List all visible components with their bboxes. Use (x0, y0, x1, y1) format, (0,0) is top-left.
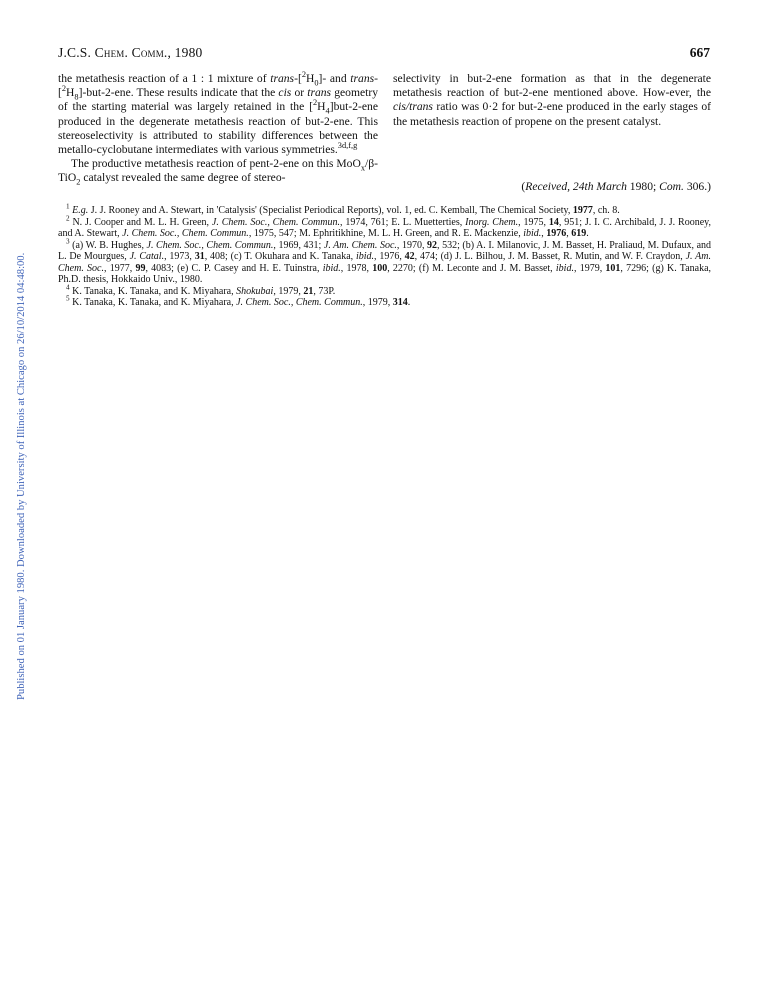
text: , 951; J. I. C. Archibald, J. J. Rooney, and A. Stewart, (58, 216, 711, 239)
reference-4 (58, 283, 711, 298)
text-italic: cis/trans (393, 100, 433, 114)
text: , 1973, (164, 251, 195, 262)
reference-number: 4 (66, 283, 70, 292)
text: ratio was 0·2 for but-2-ene produced in the early stages of the metathesis reaction of propene on the present catalyst. (393, 100, 711, 128)
text: The productive metathesis reaction of pent-2-ene on this MoO (71, 157, 361, 171)
text: ]-but-2-ene. These results indicate that the (78, 86, 279, 100)
text: ( (521, 180, 526, 193)
reference-superscript: 3d,f,g (337, 141, 358, 151)
journal-name: ibid. (523, 228, 542, 239)
journal-name: Shokubai (236, 285, 274, 297)
references (58, 202, 712, 309)
subscript: 8 (74, 92, 79, 102)
text-italic: trans (350, 72, 375, 85)
text: , 1978, (340, 262, 373, 274)
text: , (541, 228, 547, 239)
text: , 1979, (362, 297, 393, 308)
volume: 21 (303, 285, 314, 297)
journal-year: , 1980 (167, 45, 203, 60)
paragraph-1 (58, 72, 378, 157)
reference-number: 1 (66, 202, 70, 211)
journal-name: J. Am. Chem. Soc. (323, 239, 397, 251)
text: , 474; (d) J. L. Bilhou, J. M. Basset, R. Mutin, and W. F. Craydon, (414, 251, 686, 262)
text: N. J. Cooper and M. L. H. Green, (72, 216, 212, 228)
text: . (407, 297, 411, 308)
text: (a) W. B. Hughes, (72, 239, 147, 251)
volume: 100 (372, 262, 388, 274)
volume: 314 (392, 297, 408, 308)
text: , 532; (b) A. I. Milanovic, J. M. Basset, H. Praliaud, M. Dufaux, and L. De Mourgues, (58, 239, 712, 262)
journal-name: J. Chem. Soc., Chem. Commun. (211, 216, 340, 228)
text: 1980; (626, 180, 660, 193)
journal-name: J. Catal. (129, 251, 165, 262)
text-italic: E.g. (72, 205, 89, 216)
volume: 92 (427, 239, 438, 251)
text: , 7296; (g) K. Tanaka, Ph.D. thesis, Hokkaido Univ., 1980. (58, 262, 712, 285)
reference-1 (58, 202, 711, 217)
text-italic: trans (270, 72, 295, 85)
text: , 1979, (273, 285, 304, 297)
body-column-left (58, 72, 378, 186)
journal-title (58, 45, 202, 61)
journal-name: J. Chem. Soc., Chem. Commun. (236, 297, 363, 308)
volume: 619 (571, 228, 587, 239)
journal-name: ibid. (355, 251, 375, 262)
text: , 1975, 547; M. Ephritikhine, M. L. H. Green, and R. E. Mackenzie, (248, 228, 524, 239)
text: , ch. 8. (592, 205, 620, 216)
received-line (521, 180, 711, 193)
text: , 73P. (313, 285, 336, 297)
journal-name: ibid. (555, 262, 574, 274)
text: geometry of the starting material was largely retained in the [ (58, 86, 378, 114)
volume: 42 (404, 251, 415, 262)
text-italic: trans (307, 86, 332, 100)
reference-2 (58, 214, 711, 240)
superscript: 2 (61, 84, 67, 94)
text: , 1970, (396, 239, 428, 251)
text: catalyst revealed the same degree of stereo- (80, 171, 286, 185)
text: H (305, 72, 315, 85)
volume: 31 (194, 251, 205, 262)
reference-number: 3 (66, 237, 70, 246)
text: , 408; (c) T. Okuhara and K. Tanaka, (204, 251, 356, 262)
page-number: 667 (689, 45, 710, 60)
text: , 1975, (518, 216, 549, 228)
text: , 1969, 431; (273, 239, 324, 251)
text: . (586, 228, 589, 239)
journal-name: J. Chem. Soc., Chem. Commun. (122, 228, 249, 239)
superscript: 2 (312, 98, 318, 108)
text: /β-TiO (58, 157, 378, 185)
received-date: Received, 24th March (525, 180, 627, 193)
text: ]but-2-ene produced in the degenerate metathesis reaction of but-2-ene. This stereoselectivity is attributed to stability differences between the metallo-cyclobutane intermediates with various symmetries. (58, 100, 378, 157)
text: H (317, 100, 326, 114)
reference-5 (58, 294, 711, 309)
text: K. Tanaka, K. Tanaka, and K. Miyahara, (72, 297, 237, 308)
com-label: Com. (659, 180, 684, 193)
paragraph-3 (393, 72, 711, 129)
text: J. J. Rooney and A. Stewart, in 'Catalysis' (Specialist Periodical Reports), vol. 1, ed. C. Kemball, The Chemical Society, (88, 205, 573, 216)
text-italic: cis (278, 86, 292, 100)
superscript: 2 (301, 70, 306, 80)
reference-3 (58, 237, 712, 286)
reference-number: 2 (66, 214, 70, 223)
text: or (291, 86, 308, 100)
text: -[ (294, 72, 302, 85)
journal-prefix: J.C.S. (58, 45, 95, 60)
subscript: 2 (76, 177, 81, 187)
volume: 14 (548, 216, 559, 228)
running-header (58, 45, 710, 61)
subscript: 0 (314, 78, 319, 88)
journal-name: Inorg. Chem. (465, 216, 519, 228)
com-number: 306.) (683, 180, 711, 193)
journal-name: ibid. (322, 262, 341, 274)
journal-name: J. Chem. Soc., Chem. Commun. (146, 239, 274, 251)
text: , (566, 228, 572, 239)
text-bold: 1977 (572, 205, 593, 216)
text: -[ (58, 72, 379, 100)
text: , 1974, 761; E. L. Muetterties, (339, 216, 466, 228)
volume: 101 (605, 262, 621, 274)
text: selectivity in but-2-ene formation as that in the degenerate metathesis reaction of but-2-ene mentioned above. How-ever, the (393, 72, 711, 100)
download-watermark: Published on 01 January 1980. Downloaded by University of Illinois at Chicago on 26/10/2014 04:48:00. (16, 252, 27, 700)
text: , 2270; (f) M. Leconte and J. M. Basset, (387, 262, 556, 274)
text: , 1977, (104, 262, 136, 274)
subscript: x (360, 163, 366, 173)
paragraph-2 (58, 157, 378, 185)
volume: 99 (135, 262, 146, 274)
text: , 4083; (e) C. P. Casey and H. E. Tuinstra, (145, 262, 323, 274)
subscript: 4 (325, 106, 330, 116)
journal-name: J. Am. Chem. Soc. (58, 251, 711, 274)
text: the metathesis reaction of a 1 : 1 mixture of (58, 72, 271, 85)
text: H (66, 86, 75, 100)
text: , 1976, (374, 251, 405, 262)
body-column-right (393, 72, 711, 129)
text: ]- and (318, 72, 351, 85)
journal-smallcaps: Chem. Comm. (94, 45, 168, 60)
text: K. Tanaka, K. Tanaka, and K. Miyahara, (72, 285, 237, 297)
text: , 1979, (573, 262, 606, 274)
volume: 1976 (546, 228, 567, 239)
reference-number: 5 (66, 294, 70, 303)
